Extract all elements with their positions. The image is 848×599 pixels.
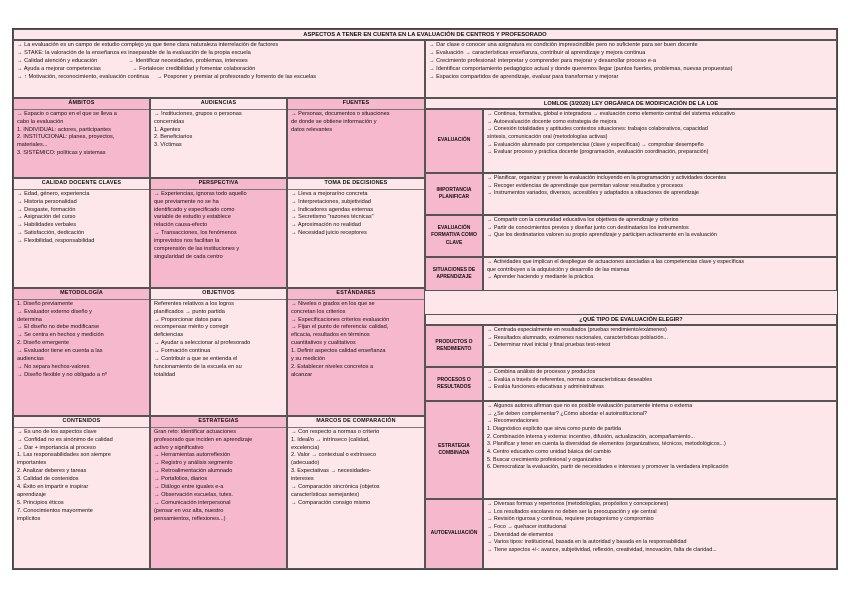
text-line: pensamientos, reflexiones...) [154,515,226,522]
text-line: que previamente no se ha [154,198,219,205]
text-line: 1. Agentes [154,126,181,133]
text-line: y su medición [291,356,326,363]
text-line: → Planificar, organizar y prever la evaluación incluyendo en la programación y actividades docentes [487,175,727,181]
objetivos-box [150,288,287,416]
row-content [483,325,837,367]
text-line: → Niveles o grados en los que se [291,300,375,307]
text-line: → Dar + importancia al proceso [17,444,96,451]
audiencias-header: AUDIENCIAS [151,100,286,110]
text-line: 1. Definir aspectos calidad enseñanza [291,348,386,355]
text-line: 2. Combinación interna y externa: incentivo, difusión, actualización, acompañamiento... [487,433,695,440]
calidad-header: CALIDAD DOCENTE CLAVES [14,180,149,190]
ambitos-box [13,98,150,178]
text-line: 2. Establecer niveles concretos a [291,364,374,371]
marcos-box [287,416,425,569]
text-line: → Necesidad juicio receptores [291,230,367,237]
text-line: → Herramientas autorreflexión [154,452,231,459]
intro-line: → Espacios compartidos de aprendizaje, evaluar para transformar y mejorar [429,73,619,80]
text-line: → Portafolios, diarios [154,476,208,483]
text-line: → Tiene aspectos +/-: avance, subjetividad, reflexión, creatividad, innovación, falta de claridad... [487,547,717,554]
estrategias-box [150,416,287,569]
text-line: singularidad de cada centro [154,254,223,261]
text-line: 2. Valor → contextual o extrínseco [291,452,377,459]
objetivos-header: OBJETIVOS [151,290,286,300]
row-label: PROCESOS O RESULTADOS [425,367,483,401]
text-line: (pensar en voz alta, nuestro [154,508,224,515]
estandares-lines [291,301,421,380]
text-line: 5. Principios éticos [17,500,64,507]
text-line: relación causa-efecto [154,222,208,229]
row-label: SITUACIONES DE APRENDIZAJE [425,257,483,291]
text-line: → Con respecto a normas o criterio [291,428,380,435]
perspectiva-box [150,178,287,288]
text-line: → Conexión totalidades y aptitudes contextos situaciones: trabajos colaborativos, capacidad [487,126,708,133]
text-line: funcionamiento de la escuela en su [154,364,242,371]
fuentes-box [287,98,425,178]
contenidos-box [13,416,150,569]
text-line: concernidas [154,118,185,125]
row-content [483,401,837,499]
text-line: planificados → punto partida [154,308,225,315]
estrategias-lines [154,429,283,524]
text-line: 2. INSTITUCIONAL: planes, proyectos, [17,134,115,141]
text-line: 5. Buscar crecimiento profesional y organizativo [487,456,602,463]
intro-line: → ↑ Motivación, reconocimiento, evaluación continua → Posponer y premiar al profesorado y fomento de las escuelas [17,73,317,80]
sheet-title: ASPECTOS A TENER EN CUENTA EN LA EVALUACIÓN DE CENTROS Y PROFESORADO [13,29,837,40]
text-line: → Revisión rigurosa y continua, requiere protagonismo y compromiso [487,516,654,523]
text-line: 4. Éxito en impartir e inspirar [17,484,89,491]
text-line: 1. INDIVIDUAL: actores, participantes [17,126,111,133]
text-line: 2. Diseño emergente [17,340,69,347]
text-line: de donde se obtiene información y [291,118,377,125]
text-line: síntesis, comunicación oral (metodologías activas) [487,134,608,141]
intro-right-box [425,40,837,98]
text-line: 1. Diseño previamente [17,300,73,307]
text-line: → Proporcionar datos para [154,316,222,323]
text-line: → Evaluación alumnado por competencias (clave y específicas) → comprobar desempeño [487,141,704,148]
text-line: → Se centra en hechos y medición [17,332,104,339]
text-line: 3. SISTÉMICO: políticas y sistemas [17,150,106,157]
text-line: → El diseño no debe modificarse [17,324,100,331]
row-label: AUTOEVALUACIÓN [425,499,483,569]
row-content [483,367,837,401]
text-line: materiales... [17,142,48,149]
calidad-lines [17,191,146,247]
text-line: → Algunos autores afirman que no es posible evaluación puramente interna o externa [487,403,693,409]
text-line: profesorado que inciden en aprendizaje [154,436,253,443]
text-line: → Satisfacción, dedicación [17,230,85,237]
text-line: → Fijan el punto de referencia: calidad, [291,324,389,331]
ambitos-lines [17,111,146,159]
row-label: EVALUACIÓN [425,109,483,173]
intro-line: → Crecimiento profesional: interpretar y comprender para mejorar y desarrollar proceso e-a [429,57,656,64]
intro-left-box [13,40,425,98]
text-line: → Observación escuelas, tutes. [154,492,233,499]
text-line: determina [17,316,42,323]
text-line: 7. Conocimientos mayormente [17,508,93,515]
contenidos-header: CONTENIDOS [14,418,149,428]
intro-line: → Identificar comportamiento pedagógico actual y donde queremos llegar (puntos fuertes, problemas, nuevas propuestas) [429,65,733,72]
text-line: → Diálogo entre iguales e-a [154,484,224,491]
text-line: → Comparación consigo mismo [291,500,371,507]
intro-line: → Ayuda a mejorar competencias → Fortalecer credibilidad y fomentar colaboración [17,65,256,72]
text-line: → Actividades que implican el despliegue de actuaciones asociadas a las competencias clave y específicas [487,259,745,265]
text-line: → Evaluador externo diseño y [17,308,92,315]
estrategias-header: ESTRATEGIAS [151,418,286,428]
text-line: 2. Beneficiarios [154,134,193,141]
row-label: ESTRATEGIA COMBINADA [425,401,483,499]
text-line: recompensar mérito y corregir [154,324,229,331]
text-line: → Evaluar proceso y práctica docente (programación, evaluación coordinación, preparación) [487,149,709,156]
text-line: → Recomendaciones [487,418,539,425]
text-line: → Instrumentos variados, diversos, accesibles y adaptados a situaciones de aprendizaje [487,190,699,197]
text-line: cabo la evaluación [17,118,64,125]
text-line: 4. Centro educativo como unidad básica del cambio [487,449,611,456]
text-line: → Centrada especialmente en resultados (pruebas rendimiento/exámenes) [487,327,667,333]
text-line: → Asignación del curso [17,214,76,221]
text-line: importantes [17,460,47,467]
row-content [483,257,837,291]
text-line: → Resultados alumnado, exámenes nacionales, características población... [487,334,668,341]
text-line: → Lleva a mejorar/no concreta [291,190,368,197]
text-line: aprendizaje [17,492,46,499]
text-line: → Formación continua [154,348,211,355]
text-line: → Espacio o campo en el que se lleva a [17,110,117,117]
lomloe-header: LOMLOE (3/2020) LEY ORGÁNICA DE MODIFICACIÓN DE LA LOE [425,98,837,109]
text-line: → Diversas formas y repertorios (metodologías, propósitos y concepciones) [487,501,669,507]
text-line: → Experiencias, ignoras todo aquello [154,190,247,197]
text-line: → Habilidades verbales [17,222,77,229]
text-line: → Flexibilidad, responsabilidad [17,238,95,245]
metodologia-box [13,288,150,416]
text-line: → Aprender haciendo y mediante la práctica [487,274,594,281]
row-label: IMPORTANCIA PLANIFICAR [425,173,483,215]
text-line: → Desgaste, formación [17,206,76,213]
text-line: deficiencias [154,332,184,339]
calidad-box [13,178,150,288]
text-line: → Partir de conocimientos previos y diseñar junto con destinatarios los instrumentos [487,224,689,231]
text-line: → Interpretaciones, subjetividad [291,198,371,205]
text-line: 2. Analizar deberes y tareas [17,468,87,475]
text-line: imprevistos nos facilitan la [154,238,220,245]
metodologia-lines [17,301,146,380]
text-line: → Recoger evidencias de aprendizaje que permitan valorar resultados y procesos [487,182,683,189]
text-line: → Aproximación no realidad [291,222,361,229]
text-line: → Comunicación interpersonal [154,500,231,507]
text-line: → Es uno de los aspectos clave [17,428,97,435]
text-line: audiencias [17,356,44,363]
text-line: concretan los criterios [291,308,346,315]
text-line: 1. Las responsabilidades son siempre [17,452,111,459]
text-line: activo y significativo [154,444,204,451]
perspectiva-lines [154,191,283,262]
text-line: → Autoevaluación docente como estrategia de mejora [487,118,617,125]
text-line: → No separa hechos-valores [17,364,90,371]
text-line: identificado y especificado como [154,206,235,213]
text-line: Gran reto: identificar actuaciones [154,428,237,435]
objetivos-lines [154,301,283,380]
text-line: → Indicadores agendas externas [291,206,374,213]
text-line: → Continua, formativa, global e integradora → evaluación como elemento central del sistema educativo [487,111,735,117]
text-line: 1. Diagnóstico explícito que sirva como punto de partida [487,426,621,433]
text-line: → Que los destinatarios valoren su propio aprendizaje y participen activamente en la evaluación [487,232,717,239]
tipo-header: ¿QUÉ TIPO DE EVALUACIÓN ELEGIR? [425,314,837,325]
text-line: → Los resultados escolares no deben ser la preocupación y eje central [487,508,657,515]
text-line: → Combina análisis de procesos y productos [487,369,596,375]
text-line: → Transacciones, los fenómenos [154,230,237,237]
text-line: (adecuado) [291,460,320,467]
text-line: implícitos [17,515,41,522]
text-line: eficacia, resultados en términos [291,332,370,339]
text-line: → Ayudar a seleccionar al profesorado [154,340,251,347]
text-line: → Contribuir a que se entienda el [154,356,238,363]
text-line: 6. Democratizar la evaluación, partir de necesidades e intereses y promover la verdadera implicación [487,464,729,471]
text-line: → Varios tipos: institucional, basada en la autoridad y basada en la responsabilidad [487,539,687,546]
decisiones-lines [291,191,421,239]
ambitos-header: ÁMBITOS [14,100,149,110]
intro-line: → Evaluación → características enseñanza, contribuir al aprendizaje y mejora continua [429,49,646,56]
text-line: → Retroalimentación alumnado [154,468,233,475]
text-line: totalidad [154,372,176,379]
text-line: 3. Planificar y tener en cuenta la diversidad de elementos (organizativos, técnicos, metodológicos...) [487,441,726,448]
contenidos-lines [17,429,146,524]
text-line: 3. Expectativas → necesidades- [291,468,371,475]
audiencias-lines [154,111,283,151]
intro-line: → Calidad atención y educación → Identificar necesidades, problemas, intereses [17,57,248,64]
text-line: 3. Calidad de contenidos [17,476,79,483]
text-line: → Edad, género, experiencia [17,190,90,197]
text-line: → Evaluador tiene en cuenta a las [17,348,103,355]
row-content [483,173,837,215]
metodologia-header: METODOLOGÍA [14,290,149,300]
text-line: → Historia personalidad [17,198,77,205]
text-line: cuantitativos y cualitativos [291,340,356,347]
text-line: → ¿Se deben complementar? ¿Cómo abordar el autoinstitucional? [487,410,648,417]
text-line: → Compartir con la comunidad educativa los objetivos de aprendizaje y criterios [487,217,679,223]
text-line: → Especificaciones criterios evaluación [291,316,390,323]
audiencias-box [150,98,287,178]
text-line: excelencia) [291,444,320,451]
decisiones-header: TOMA DE DECISIONES [288,180,424,190]
text-line: → Foco → quehacer institucional [487,524,567,531]
text-line: → Comparación sincrónica (objetos [291,484,380,491]
decisiones-box [287,178,425,288]
text-line: que contribuyen a la adquisición y desarrollo de las mismas [487,266,630,273]
row-content [483,109,837,173]
text-line: → Personas, documentos o situaciones [291,110,390,117]
text-line: características semejantes) [291,492,360,499]
estandares-header: ESTÁNDARES [288,290,424,300]
marcos-lines [291,429,421,508]
text-line: Referentes relativos a los logros [154,300,234,307]
row-label: PRODUCTOS O RENDIMIENTO [425,325,483,367]
fuentes-header: FUENTES [288,100,424,110]
text-line: alcanzar [291,372,313,379]
evaluation-summary-sheet [12,28,838,570]
text-line: → Secretismo "razones técnicas" [291,214,374,221]
row-label: EVALUACIÓN FORMATIVA COMO CLAVE [425,215,483,257]
text-line: 1. Ideal/o → intrínseco (calidad, [291,436,370,443]
text-line: → Diseño flexible y no obligado a nº [17,372,107,379]
text-line: → Evalúa a través de referentes, normas o características deseables [487,376,653,383]
intro-line: → Dar clase o conocer una asignatura es condición imprescindible pero no suficiente para ser buen docente [429,42,698,48]
text-line: variable de estudio y establece [154,214,231,221]
intro-line: → STAKE: la valoración de la enseñanza es inseparable de la evaluación de la propia escuela [17,49,251,56]
perspectiva-header: PERSPECTIVA [151,180,286,190]
marcos-header: MARCOS DE COMPARACIÓN [288,418,424,428]
text-line: → Instituciones, grupos o personas [154,110,242,117]
intro-line: → La evaluación es un campo de estudio complejo ya que tiene clara naturaleza interrelación de factores [17,42,279,48]
text-line: → Diversidad de elementos [487,531,554,538]
text-line: → Confidad no es sinónimo de calidad [17,436,113,443]
row-content [483,215,837,257]
estandares-box [287,288,425,416]
text-line: → Registro y análisis segmento [154,460,233,467]
fuentes-lines [291,111,421,135]
text-line: intereses [291,476,314,483]
text-line: datos relevantes [291,126,333,133]
text-line: → Evalúa funciones educativas y administrativas [487,384,604,391]
text-line: → Determinar nivel inicial y final pruebas test-retest [487,342,611,349]
text-line: comprensión de las instituciones y [154,246,240,253]
text-line: 3. Víctimas [154,142,182,149]
row-content [483,499,837,569]
